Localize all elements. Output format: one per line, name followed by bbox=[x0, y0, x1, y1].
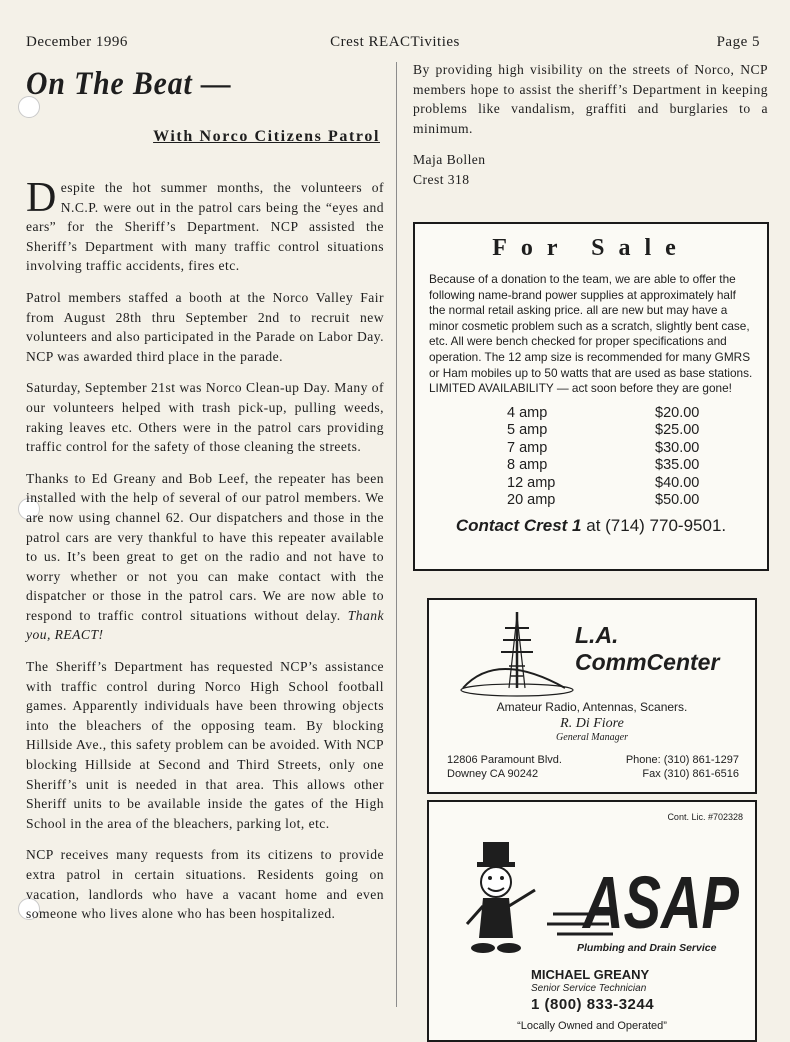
asap-technician: MICHAEL GREANY bbox=[531, 967, 650, 982]
article-paragraph: Thanks to Ed Greany and Bob Leef, the repeater has been installed with the help of several of our patrol members. We are now using channel 62. Our dispatchers and those in the patrol cars are very thankful to have this repeater available to us. It’s been great to get on the radio and not have to worry whether or not you can make contact with the dispatcher or those in the patrol cars. We are now able to respond to traffic control situations without delay. Thank you, REACT! bbox=[26, 470, 384, 643]
column-divider bbox=[396, 62, 397, 1007]
lacomm-phone: Phone: (310) 861-1297 Fax (310) 861-6516 bbox=[625, 754, 739, 780]
article-right-column bbox=[413, 60, 768, 1032]
asap-phone: 1 (800) 833-3244 bbox=[531, 996, 655, 1013]
for-sale-description: Because of a donation to the team, we are able to offer the following name-brand power supplies at approximately half the normal retail asking price. all are new but may have a minor cosmetic problem such as a scratch, slightly bent case, etc. All were bench checked for proper specifications and operation. The 12 amp size is recommended for many GMRS or Ham mobiles up to 50 watts that are used as base stations. LIMITED AVAILABILITY — act soon before they are gone! bbox=[429, 272, 753, 396]
lacomm-role: General Manager bbox=[556, 732, 628, 743]
for-sale-title: For Sale bbox=[492, 235, 690, 261]
price-row: 5 amp $25.00 bbox=[507, 422, 700, 439]
price-row: 12 amp $40.00 bbox=[507, 474, 700, 491]
article-paragraph: Patrol members staffed a booth at the Norco Valley Fair from August 28th thru September 2nd to recruit new volunteers and also participated in the Parade on Labor Day. NCP was awarded third place in the parade. bbox=[26, 289, 384, 364]
price-list bbox=[415, 405, 767, 510]
for-sale-contact: Contact Crest 1 at (714) 770-9501. bbox=[455, 515, 727, 535]
publication-name: Crest REACTivities bbox=[330, 34, 460, 50]
asap-motto: “Locally Owned and Operated” bbox=[517, 1020, 667, 1032]
article-paragraph: Despite the hot summer months, the volunteers of N.C.P. were out in the patrol cars being the “eyes and ears” for the Sheriff’s Department. NCP assisted the Sheriff’s Department with many traffic control situations involving traffic accidents, fires etc. bbox=[26, 175, 384, 274]
page-header bbox=[26, 34, 764, 54]
article-paragraph: By providing high visibility on the streets of Norco, NCP members hope to assist the sheriff’s Department in keeping problems like vandalism, graffiti and burglaries to a minimum. bbox=[413, 62, 768, 136]
lacomm-name: L.A. CommCenter bbox=[575, 622, 720, 675]
page-number: Page 5 bbox=[716, 34, 760, 50]
price-row: 4 amp $20.00 bbox=[507, 404, 700, 421]
asap-service: Plumbing and Drain Service bbox=[577, 942, 717, 954]
asap-role: Senior Service Technician bbox=[531, 983, 647, 994]
thank-you-note: Thank you, REACT! bbox=[26, 607, 384, 643]
lacomm-tagline: Amateur Radio, Antennas, Scaners. bbox=[496, 700, 688, 714]
price-row: 8 amp $35.00 bbox=[507, 457, 700, 474]
asap-plumbing-ad bbox=[427, 800, 757, 1042]
la-commcenter-ad bbox=[427, 598, 757, 794]
lacomm-address: 12806 Paramount Blvd. Downey CA 90242 bbox=[447, 754, 562, 780]
article-paragraph: NCP receives many requests from its citizens to provide extra patrol in certain situations. Residents going on vacation, landlords who have a vacant home and even someone who lives alone who has been hospitalized. bbox=[26, 847, 384, 922]
article-paragraph: Saturday, September 21st was Norco Clean-up Day. Many of our volunteers helped with trash pick-up, pulling weeds, raking leaves etc. Others were in the patrol cars providing traffic control for the safety of those cleaning the streets. bbox=[26, 380, 384, 455]
price-row: 20 amp $50.00 bbox=[507, 492, 700, 509]
issue-date: December 1996 bbox=[26, 34, 128, 50]
article-left-column bbox=[26, 64, 384, 924]
for-sale-box bbox=[413, 222, 769, 571]
svg-text:ASAP: ASAP bbox=[581, 861, 740, 944]
lacomm-manager: R. Di Fiore bbox=[560, 716, 624, 731]
price-row: 7 amp $30.00 bbox=[507, 439, 700, 456]
radio-tower-icon bbox=[457, 608, 572, 700]
article-title: On The Beat — bbox=[26, 66, 232, 102]
article-paragraph: The Sheriff’s Department has requested NCP’s assistance with traffic control during Norco High School football games. Apparently individuals have been throwing objects into the bleachers of the opposing team. By blocking Hillside Ave., this safety problem can be avoided. With NCP blocking Hillside at Second and Third Streets, only one Sheriff’s unit is needed in that area. This allows other Sheriff units to be available inside the gates of the High School in the area of the bleachers, parking lot, etc. bbox=[26, 659, 384, 831]
asap-license: Cont. Lic. #702328 bbox=[667, 812, 743, 822]
article-subtitle: With Norco Citizens Patrol bbox=[153, 128, 380, 145]
drop-cap: D bbox=[26, 175, 57, 221]
author-signature: Maja Bollen Crest 318 bbox=[413, 152, 486, 188]
